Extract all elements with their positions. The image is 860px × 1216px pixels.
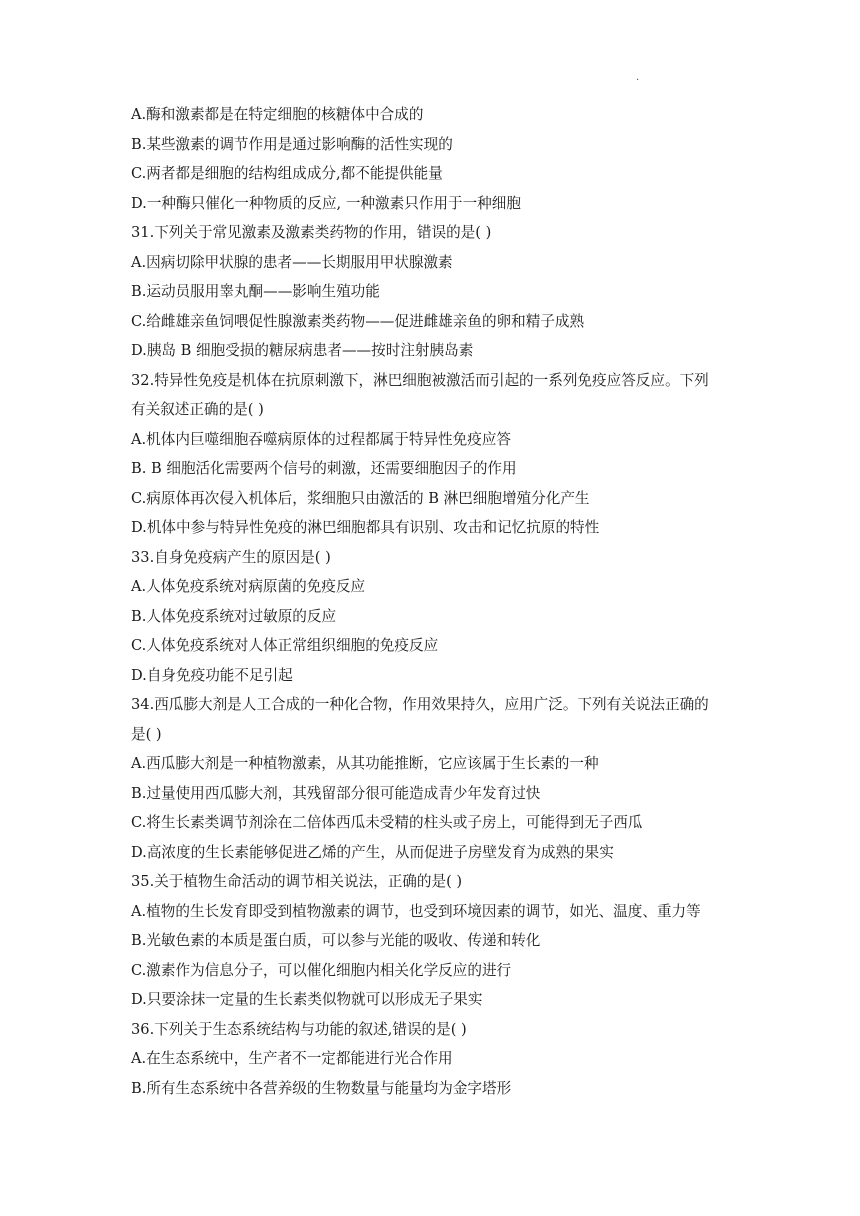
text-line: B.所有生态系统中各营养级的生物数量与能量均为金字塔形 xyxy=(131,1079,512,1097)
header-mark: . xyxy=(636,72,640,83)
text-line: D.自身免疫功能不足引起 xyxy=(131,666,293,684)
text-line: 32.特异性免疫是机体在抗原刺激下，淋巴细胞被激活而引起的一系列免疫应答反应。下列 xyxy=(131,371,709,389)
text-line: 是( ) xyxy=(131,725,162,743)
text-line: A.植物的生长发育即受到植物激素的调节，也受到环境因素的调节，如光、温度、重力等 xyxy=(131,902,701,920)
text-line: C.将生长素类调节剂涂在二倍体西瓜未受精的柱头或子房上，可能得到无子西瓜 xyxy=(131,814,643,831)
text-line: 34.西瓜膨大剂是人工合成的一种化合物，作用效果持久，应用广泛。下列有关说法正确的 xyxy=(131,696,709,713)
text-line: D.机体中参与特异性免疫的淋巴细胞都具有识别、攻击和记忆抗原的特性 xyxy=(131,519,600,536)
text-line: C.给雌雄亲鱼饲喂促性腺激素类药物——促进雌雄亲鱼的卵和精子成熟 xyxy=(131,312,585,330)
text-line: D.只要涂抹一定量的生长素类似物就可以形成无子果实 xyxy=(131,991,483,1008)
text-line: A.西瓜膨大剂是一种植物激素，从其功能推断，它应该属于生长素的一种 xyxy=(131,755,599,772)
text-line: A.酶和激素都是在特定细胞的核糖体中合成的 xyxy=(131,106,424,123)
question-text-body xyxy=(131,100,731,1103)
text-line: A.人体免疫系统对病原菌的免疫反应 xyxy=(131,578,366,595)
text-line: B.光敏色素的本质是蛋白质，可以参与光能的吸收、传递和转化 xyxy=(131,932,541,949)
text-line: 31.下列关于常见激素及激素类药物的作用，错误的是( ) xyxy=(131,224,492,241)
text-line: C.人体免疫系统对人体正常组织细胞的免疫反应 xyxy=(131,637,439,654)
text-line: C.两者都是细胞的结构组成成分,都不能提供能量 xyxy=(131,165,443,182)
text-line: B. B 细胞活化需要两个信号的刺激，还需要细胞因子的作用 xyxy=(131,460,517,477)
text-line: D.胰岛 B 细胞受损的糖尿病患者——按时注射胰岛素 xyxy=(131,342,474,359)
text-line: 33.自身免疫病产生的原因是( ) xyxy=(131,548,331,566)
text-line: B.人体免疫系统对过敏原的反应 xyxy=(131,607,337,625)
text-line: B.某些激素的调节作用是通过影响酶的活性实现的 xyxy=(131,135,453,153)
text-line: B.过量使用西瓜膨大剂，其残留部分很可能造成青少年发育过快 xyxy=(131,784,541,802)
text-line: B.运动员服用睾丸酮——影响生殖功能 xyxy=(131,283,380,300)
text-line: 36.下列关于生态系统结构与功能的叙述,错误的是( ) xyxy=(131,1020,467,1038)
text-line: D.一种酶只催化一种物质的反应, 一种激素只作用于一种细胞 xyxy=(131,194,521,212)
text-line: C.激素作为信息分子，可以催化细胞内相关化学反应的进行 xyxy=(131,961,512,979)
text-line: A.因病切除甲状腺的患者——长期服用甲状腺激素 xyxy=(131,253,453,271)
text-line: 35.关于植物生命活动的调节相关说法，正确的是( ) xyxy=(131,873,463,890)
text-line: A.机体内巨噬细胞吞噬病原体的过程都属于特异性免疫应答 xyxy=(131,430,512,448)
text-line: C.病原体再次侵入机体后，浆细胞只由激活的 B 淋巴细胞增殖分化产生 xyxy=(131,489,590,507)
text-line: A.在生态系统中，生产者不一定都能进行光合作用 xyxy=(131,1050,453,1067)
text-line: 有关叙述正确的是( ) xyxy=(131,401,264,418)
text-line: D.高浓度的生长素能够促进乙烯的产生，从而促进子房壁发育为成熟的果实 xyxy=(131,843,614,861)
